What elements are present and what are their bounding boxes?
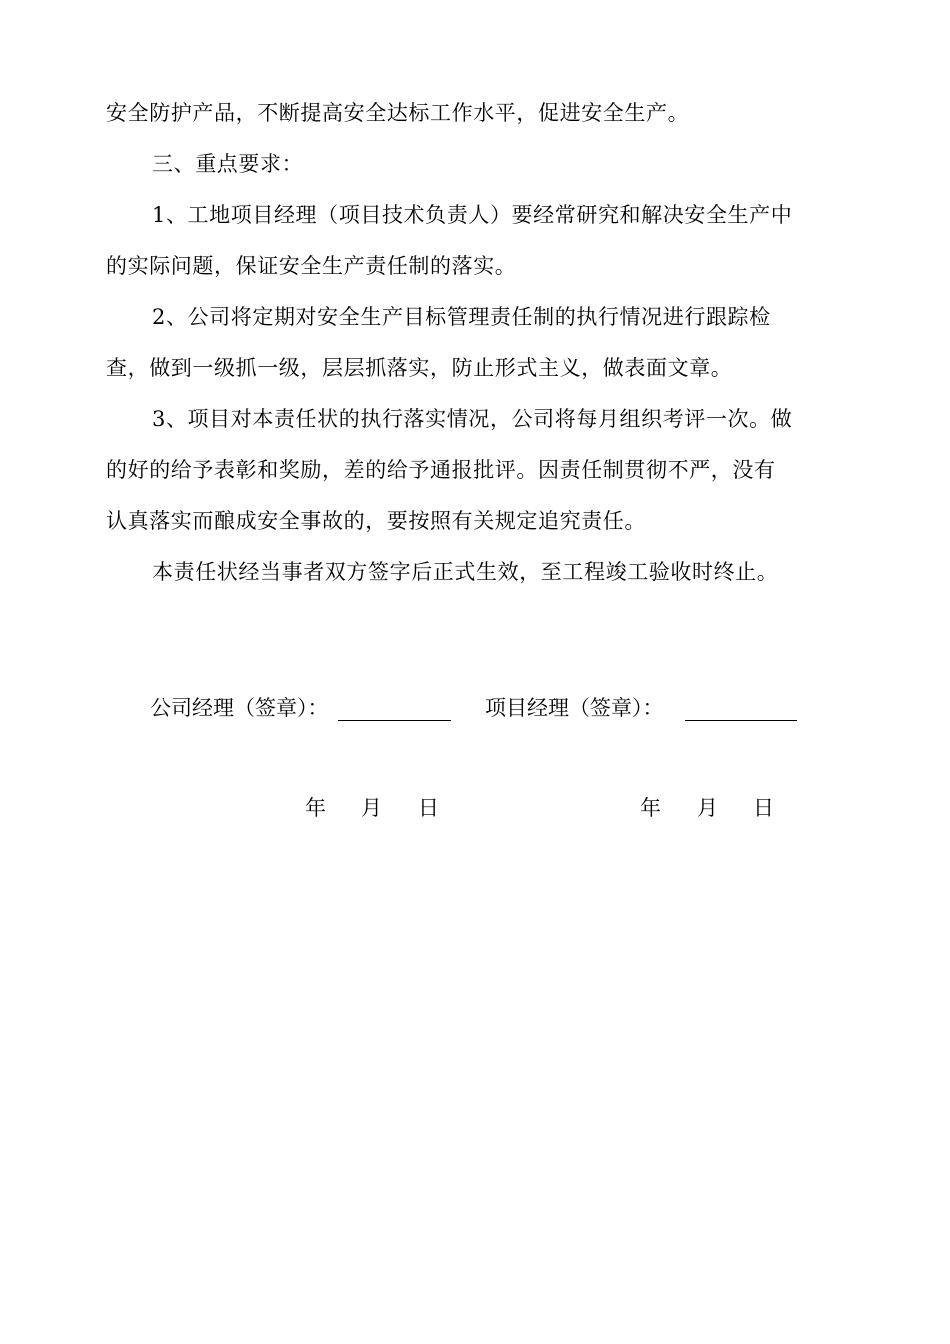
paragraph-line: 3、项目对本责任状的执行落实情况，公司将每月组织考评一次。做 (152, 407, 793, 431)
right-date-day: 日 (753, 796, 774, 820)
paragraph-line: 2、公司将定期对安全生产目标管理责任制的执行情况进行跟踪检 (152, 305, 771, 329)
paragraph-line: 的好的给予表彰和奖励，差的给予通报批评。因责任制贯彻不严，没有 (106, 458, 776, 482)
right-date-month: 月 (697, 796, 718, 820)
paragraph-line: 安全防护产品，不断提高安全达标工作水平，促进安全生产。 (106, 101, 690, 125)
signature-row (0, 692, 950, 732)
section-heading: 三、重点要求： (152, 152, 304, 176)
company-manager-signature-label: 公司经理（签章）： (150, 696, 329, 720)
paragraph-line: 查，做到一级抓一级，层层抓落实，防止形式主义，做表面文章。 (106, 356, 733, 380)
right-date-year: 年 (640, 796, 661, 820)
left-date-year: 年 (305, 796, 326, 820)
project-manager-signature-line[interactable] (685, 720, 797, 721)
paragraph-line: 认真落实而酿成安全事故的，要按照有关规定追究责任。 (106, 509, 646, 533)
paragraph-line: 1、工地项目经理（项目技术负责人）要经常研究和解决安全生产中 (152, 203, 793, 227)
paragraph-line: 本责任状经当事者双方签字后正式生效，至工程竣工验收时终止。 (152, 560, 779, 584)
project-manager-signature-label: 项目经理（签章）： (485, 696, 664, 720)
document-body (106, 88, 812, 598)
left-date-month: 月 (361, 796, 382, 820)
company-manager-signature-line[interactable] (338, 720, 451, 721)
date-row (0, 792, 950, 832)
left-date-day: 日 (418, 796, 439, 820)
paragraph-line: 的实际问题，保证安全生产责任制的落实。 (106, 254, 517, 278)
